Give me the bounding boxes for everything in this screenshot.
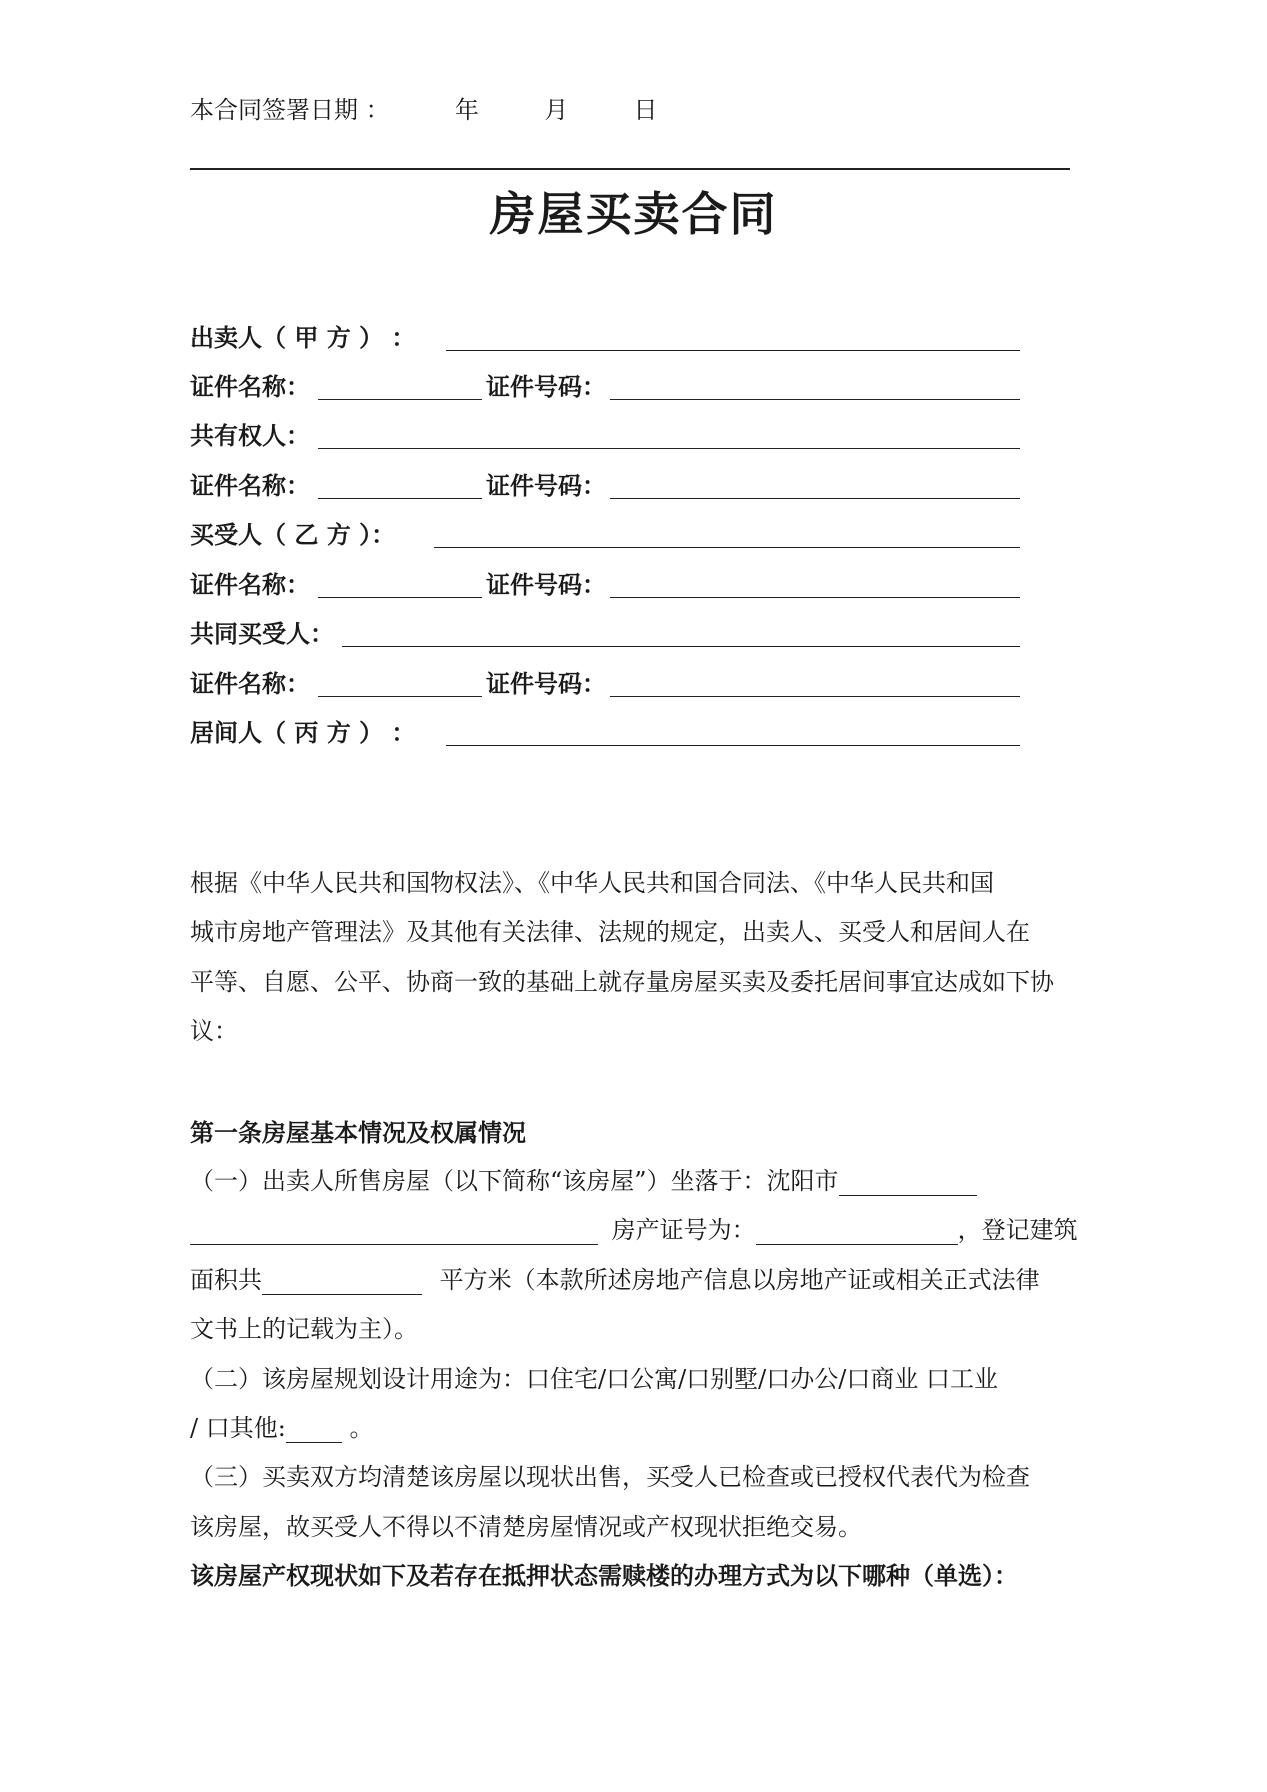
id-number-label: 证件号码： (486, 372, 606, 401)
date-month-field[interactable]: 月 (544, 96, 569, 124)
signing-date-line (190, 90, 657, 125)
buyer-label: 买受人（ 乙 方 ）： (190, 520, 396, 549)
signing-date-label: 本合同签署日期 ： (190, 96, 390, 124)
co-owner-row (190, 416, 1020, 452)
id-name-label: 证件名称： (190, 471, 310, 500)
co-buyer-id-row (190, 664, 1020, 700)
co-owner-id-name-line[interactable] (318, 498, 482, 499)
other-use-label: / 口其他: (190, 1414, 286, 1442)
area-input-line[interactable] (262, 1268, 422, 1295)
id-name-label: 证件名称： (190, 669, 310, 698)
id-name-label: 证件名称： (190, 372, 310, 401)
co-owner-id-number-line[interactable] (610, 498, 1020, 499)
preamble-line-3: 平等、自愿、公平、协商一致的基础上就存量房屋买卖及委托居间事宜达成如下协 (190, 968, 1054, 996)
clause-1-location-text: （一）出卖人所售房屋（以下简称“该房屋”）坐落于：沈阳市 (190, 1167, 839, 1195)
co-buyer-row (190, 614, 1020, 650)
id-number-label: 证件号码： (486, 669, 606, 698)
date-year-field[interactable]: 年 (454, 96, 479, 124)
clause-1-line-4: 文书上的记载为主）。 (190, 1315, 418, 1343)
buyer-input-line[interactable] (434, 547, 1020, 548)
seller-label: 出卖人（ 甲 方 ） ： (190, 323, 416, 352)
location-input-line[interactable] (839, 1169, 977, 1196)
id-name-label: 证件名称： (190, 570, 310, 599)
clause-2-line-1: （二）该房屋规划设计用途为：口住宅/口公寓/口别墅/口办公/口商业 口工业 (190, 1365, 998, 1393)
area-label: 面积共 (190, 1266, 262, 1294)
preamble-line-4: 议： (190, 1017, 238, 1045)
buyer-id-number-line[interactable] (610, 597, 1020, 598)
co-buyer-input-line[interactable] (342, 646, 1020, 647)
article-1-heading: 第一条房屋基本情况及权属情况 (190, 1118, 526, 1147)
seller-row (190, 318, 1020, 354)
co-buyer-id-number-line[interactable] (610, 696, 1020, 697)
header-divider (190, 168, 1070, 170)
preamble-line-2: 城市房地产管理法》及其他有关法律、法规的规定，出卖人、买受人和居间人在 (190, 918, 1030, 946)
other-use-input-line[interactable] (286, 1416, 342, 1443)
id-number-label: 证件号码： (486, 570, 606, 599)
certificate-number-label: 房产证号为： (611, 1216, 756, 1244)
co-buyer-label: 共同买受人： (190, 619, 334, 648)
clause-1-line-3 (190, 1260, 1040, 1295)
certificate-number-input-line[interactable] (756, 1218, 958, 1245)
date-day-field[interactable]: 日 (633, 96, 658, 124)
clause-3-line-2: 该房屋，故买受人不得以不清楚房屋情况或产权现状拒绝交易。 (190, 1513, 862, 1541)
clause-2-end-mark: 。 (349, 1414, 374, 1442)
co-owner-label: 共有权人： (190, 421, 310, 450)
id-number-label: 证件号码： (486, 471, 606, 500)
co-owner-input-line[interactable] (318, 448, 1020, 449)
clause-1-line-2 (190, 1210, 1078, 1245)
registered-area-text: ，登记建筑 (957, 1216, 1078, 1244)
area-unit-text: 平方米（本款所述房地产信息以房地产证或相关正式法律 (439, 1266, 1040, 1294)
co-buyer-id-name-line[interactable] (318, 696, 482, 697)
seller-id-name-line[interactable] (318, 399, 482, 400)
buyer-row (190, 515, 1020, 551)
address-input-line[interactable] (190, 1218, 598, 1245)
clause-1-line-1 (190, 1161, 977, 1196)
intermediary-input-line[interactable] (446, 745, 1020, 746)
buyer-id-name-line[interactable] (318, 597, 482, 598)
seller-input-line[interactable] (446, 350, 1020, 351)
buyer-id-row (190, 565, 1020, 601)
clause-3-line-1: （三）买卖双方均清楚该房屋以现状出售，买受人已检查或已授权代表代为检查 (190, 1463, 1030, 1491)
document-title: 房屋买卖合同 (489, 187, 778, 241)
intermediary-row (190, 713, 1020, 749)
co-owner-id-row (190, 466, 1020, 502)
property-status-heading: 该房屋产权现状如下及若存在抵押状态需赎楼的办理方式为以下哪种（单选）： (190, 1561, 1018, 1590)
seller-id-row (190, 367, 1020, 403)
preamble-line-1: 根据《中华人民共和国物权法》、《中华人民共和国合同法、《中华人民共和国 (190, 869, 994, 897)
clause-2-line-2 (190, 1408, 373, 1443)
intermediary-label: 居间人（ 丙 方 ） ： (190, 718, 416, 747)
seller-id-number-line[interactable] (610, 399, 1020, 400)
